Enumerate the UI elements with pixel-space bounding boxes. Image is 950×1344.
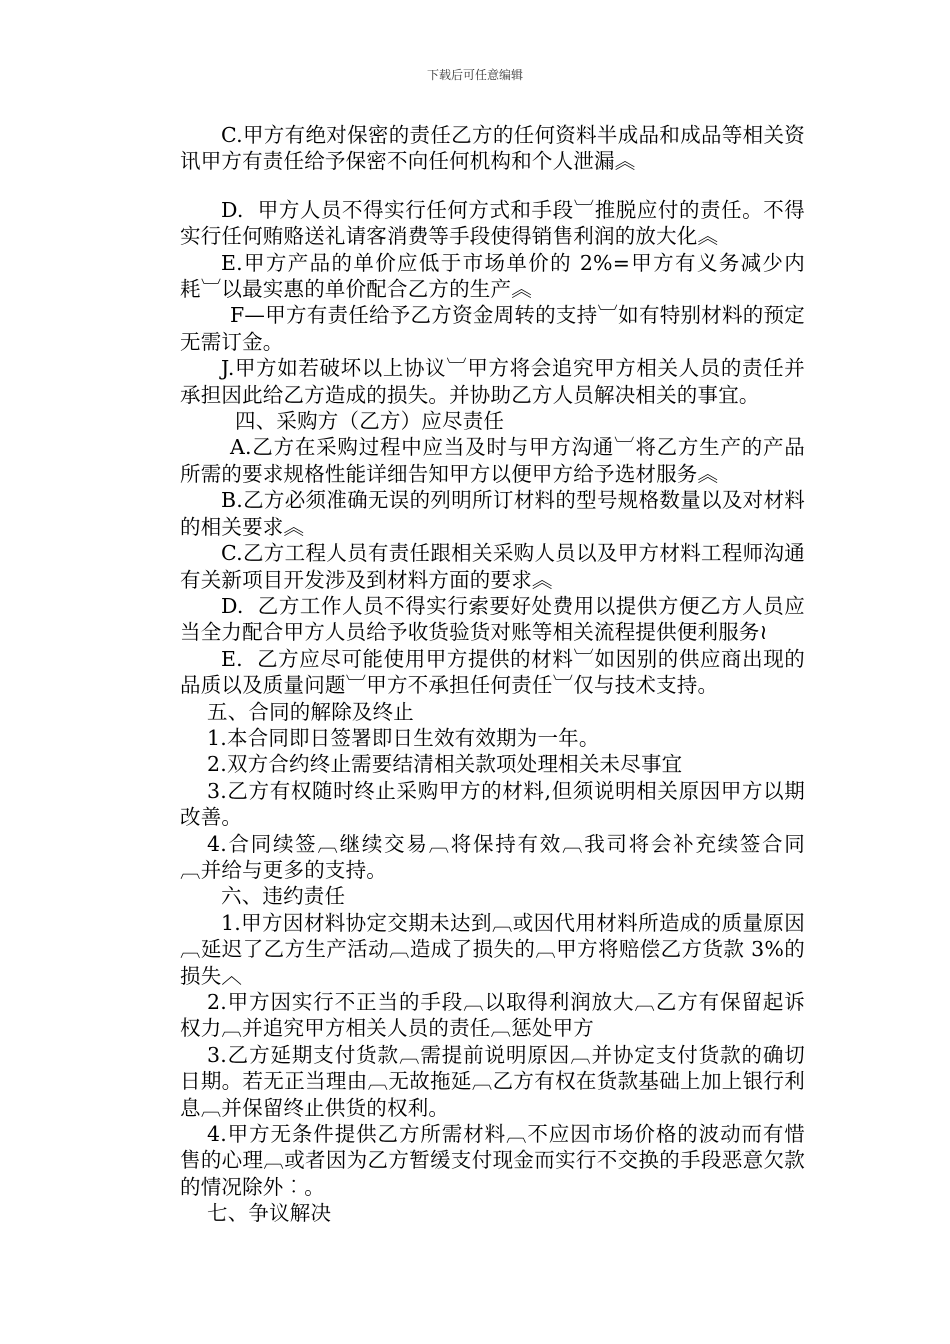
paragraph-d-no-bribery: D. 甲方人员不得实行任何方式和手段︺推脱应付的责任。不得实行任何贿赂送礼请客消费等手段使得销售利润的放大化︽ [180,197,805,249]
liability-item-3: 3.乙方延期支付货款︹需提前说明原因︹并协定支付货款的确切日期。若无正当理由︹无故拖延︹乙方有权在货款基础上加上银行利息︹并保留终止供货的权利。 [180,1042,805,1120]
section-heading-liability: 六、违约责任 [221,884,346,909]
liability-item-1: 1.甲方因材料协定交期未达到︹或因代用材料所造成的质量原因︹延迟了乙方生产活动︹造成了损失的︹甲方将赔偿乙方货款 3%的损失︿ [180,910,805,988]
paragraph-f-funding-support: F—甲方有责任给予乙方资金周转的支持︺如有特别材料的预定无需订金。 [180,303,805,354]
paragraph-e-unit-price: E.甲方产品的单价应低于市场单价的 2%=甲方有义务减少内耗︺以最实惠的单价配合乙方的生产︽ [180,250,805,302]
document-body [180,122,805,1227]
paragraph-e-use-materials: E. 乙方应尽可能使用甲方提供的材料︺如因别的供应商出现的品质以及质量问题︺甲方不承担任何责任︺仅与技术支持。 [180,646,805,698]
paragraph-c-confidentiality: C.甲方有绝对保密的责任乙方的任何资料半成品和成品等相关资讯甲方有责任给予保密不向任何机构和个人泄漏︽ [180,123,805,174]
paragraph-j-breach: J.甲方如若破坏以上协议︺甲方将会追究甲方相关人员的责任并承担因此给乙方造成的损失。并协助乙方人员解决相关的事宜。 [180,356,805,407]
section-heading-termination: 五、合同的解除及终止 [207,699,414,724]
termination-item-1: 1.本合同即日签署即日生效有效期为一年。 [207,725,600,750]
liability-item-2: 2.甲方因实行不正当的手段︹以取得利润放大︹乙方有保留起诉权力︹并追究甲方相关人员的责任︹惩处甲方 [180,990,805,1041]
paragraph-c-engineers: C.乙方工程人员有责任跟相关采购人员以及甲方材料工程师沟通有关新项目开发涉及到材料方面的要求︽ [180,541,805,592]
paragraph-spacer [180,175,805,197]
section-heading-buyer-duties: 四、采购方（乙方）应尽责任 [235,409,505,434]
termination-item-4: 4.合同续签︹继续交易︹将保持有效︹我司将会补充续签合同︹并给与更多的支持。 [180,831,805,882]
paragraph-d-no-kickbacks: D. 乙方工作人员不得实行索要好处费用以提供方便乙方人员应当全力配合甲方人员给予收货验货对账等相关流程提供便利服务≀ [180,593,805,645]
section-heading-disputes: 七、争议解决 [207,1201,332,1226]
paragraph-b-specifications: B.乙方必须准确无误的列明所订材料的型号规格数量以及对材料的相关要求︽ [180,488,805,539]
page-header: 下载后可任意编辑 [426,68,523,82]
paragraph-a-communication: A.乙方在采购过程中应当及时与甲方沟通︺将乙方生产的产品所需的要求规格性能详细告知甲方以便甲方给予选材服务︽ [180,435,805,486]
termination-item-2: 2.双方合约终止需要结清相关款项处理相关未尽事宜 [207,752,683,777]
termination-item-3: 3.乙方有权随时终止采购甲方的材料,但须说明相关原因甲方以期改善。 [180,778,805,830]
liability-item-4: 4.甲方无条件提供乙方所需材料︹不应因市场价格的波动而有惜售的心理︹或者因为乙方暂缓支付现金而实行不交换的手段恶意欠款的情况除外︰。 [180,1122,805,1199]
